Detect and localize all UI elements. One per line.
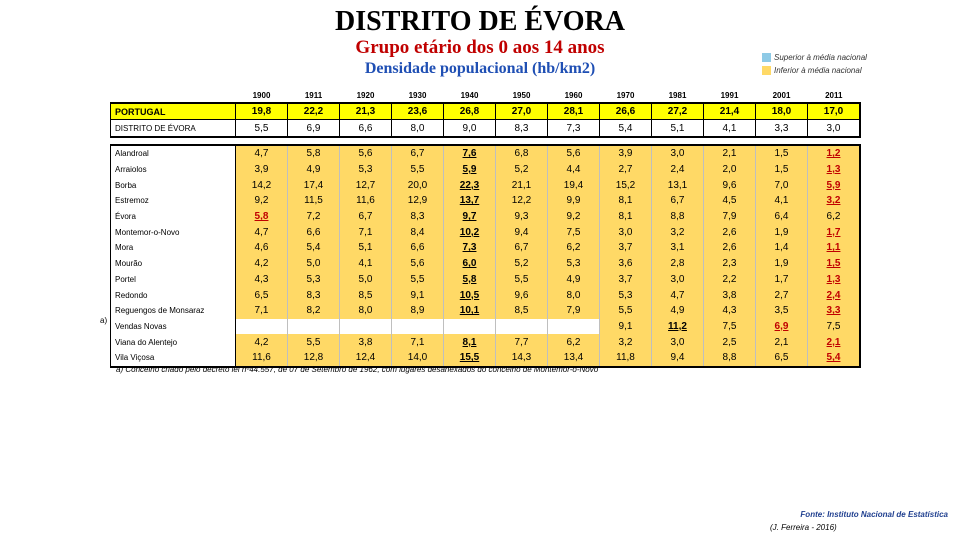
table-cell: 6,2 xyxy=(548,334,600,350)
table-cell: 2,2 xyxy=(704,272,756,288)
district-value: 5,5 xyxy=(236,120,288,138)
table-cell: 5,1 xyxy=(340,240,392,256)
table-cell: 12,4 xyxy=(340,350,392,367)
table-cell: 1,7 xyxy=(808,224,861,240)
table-cell: 5,3 xyxy=(548,256,600,272)
table-cell: 2,6 xyxy=(704,224,756,240)
table-cell: 3,7 xyxy=(600,272,652,288)
table-cell: 7,9 xyxy=(548,303,600,319)
table-cell: 14,2 xyxy=(236,177,288,193)
table-cell: 8,1 xyxy=(600,209,652,225)
table-cell: 12,9 xyxy=(392,193,444,209)
table-cell: 3,9 xyxy=(600,145,652,162)
table-cell: 5,4 xyxy=(288,240,340,256)
table-cell: 12,2 xyxy=(496,193,548,209)
table-cell: 5,0 xyxy=(340,272,392,288)
table-cell: 3,2 xyxy=(652,224,704,240)
portugal-value: 18,0 xyxy=(756,103,808,120)
table-cell: 11,6 xyxy=(236,350,288,367)
table-cell: 5,9 xyxy=(444,162,496,178)
municipality-label: Arraiolos xyxy=(111,162,236,178)
table-cell: 14,3 xyxy=(496,350,548,367)
table-cell: 9,1 xyxy=(600,319,652,335)
district-value: 5,4 xyxy=(600,120,652,138)
source-label: Fonte: Instituto Nacional de Estatística xyxy=(800,510,948,519)
table-row xyxy=(111,209,861,225)
year-header: 1981 xyxy=(668,90,687,100)
table-cell: 5,5 xyxy=(496,272,548,288)
table-cell: 13,4 xyxy=(548,350,600,367)
table-cell: 3,1 xyxy=(652,240,704,256)
table-cell: 2,1 xyxy=(704,145,756,162)
table-cell: 8,9 xyxy=(392,303,444,319)
table-row xyxy=(111,303,861,319)
table-row xyxy=(111,240,861,256)
table-cell: 5,5 xyxy=(288,334,340,350)
municipality-label: Montemor-o-Novo xyxy=(111,224,236,240)
legend-above-label: Superior à média nacional xyxy=(774,53,867,62)
table-cell: 5,2 xyxy=(496,256,548,272)
municipality-label: Évora xyxy=(111,209,236,225)
municipality-label: Borba xyxy=(111,177,236,193)
table-cell: 20,0 xyxy=(392,177,444,193)
gap-row xyxy=(111,137,861,145)
table-cell: 3,7 xyxy=(600,240,652,256)
table-cell: 4,9 xyxy=(548,272,600,288)
table-row xyxy=(111,224,861,240)
legend-swatch-above xyxy=(762,53,771,62)
legend-above xyxy=(762,53,867,62)
table-cell: 4,4 xyxy=(548,162,600,178)
table-cell: 3,8 xyxy=(340,334,392,350)
table-cell: 8,0 xyxy=(340,303,392,319)
table-cell: 5,9 xyxy=(808,177,861,193)
table-cell: 7,5 xyxy=(704,319,756,335)
table-cell: 5,5 xyxy=(392,272,444,288)
table-cell: 11,6 xyxy=(340,193,392,209)
table-cell: 7,2 xyxy=(288,209,340,225)
table-cell: 8,2 xyxy=(288,303,340,319)
portugal-value: 22,2 xyxy=(288,103,340,120)
table-cell: 4,7 xyxy=(236,145,288,162)
table-cell: 7,0 xyxy=(756,177,808,193)
portugal-value: 19,8 xyxy=(236,103,288,120)
table-cell xyxy=(288,319,340,335)
table-cell: 6,9 xyxy=(756,319,808,335)
legend-below-label: Inferior à média nacional xyxy=(774,66,862,75)
table-cell: 12,8 xyxy=(288,350,340,367)
table-cell: 5,8 xyxy=(288,145,340,162)
table-cell: 6,5 xyxy=(756,350,808,367)
table-cell: 3,5 xyxy=(756,303,808,319)
table-cell: 7,1 xyxy=(392,334,444,350)
table-cell: 5,5 xyxy=(392,162,444,178)
table-cell: 6,5 xyxy=(236,287,288,303)
table-cell: 2,8 xyxy=(652,256,704,272)
author-label: (J. Ferreira - 2016) xyxy=(770,523,837,532)
table-cell: 6,7 xyxy=(652,193,704,209)
table-cell: 7,5 xyxy=(548,224,600,240)
table-cell xyxy=(548,319,600,335)
district-value: 6,6 xyxy=(340,120,392,138)
table-cell: 17,4 xyxy=(288,177,340,193)
table-cell: 1,3 xyxy=(808,272,861,288)
table-row xyxy=(111,287,861,303)
table-cell: 1,7 xyxy=(756,272,808,288)
table-cell: 2,1 xyxy=(756,334,808,350)
table-cell: 9,3 xyxy=(496,209,548,225)
table-cell: 11,2 xyxy=(652,319,704,335)
municipality-label: Vila Viçosa xyxy=(111,350,236,367)
table-cell: 3,9 xyxy=(236,162,288,178)
table-cell: 1,2 xyxy=(808,145,861,162)
table-cell: 3,3 xyxy=(808,303,861,319)
table-cell: 8,1 xyxy=(600,193,652,209)
portugal-value: 21,4 xyxy=(704,103,756,120)
portugal-value: 21,3 xyxy=(340,103,392,120)
table-cell: 11,8 xyxy=(600,350,652,367)
table-cell: 6,4 xyxy=(756,209,808,225)
legend-below xyxy=(762,66,862,75)
table-cell: 8,0 xyxy=(548,287,600,303)
table-cell: 4,1 xyxy=(756,193,808,209)
table-cell: 5,0 xyxy=(288,256,340,272)
table-cell: 9,6 xyxy=(496,287,548,303)
table-cell xyxy=(496,319,548,335)
year-header: 2001 xyxy=(772,90,791,100)
table-cell: 9,9 xyxy=(548,193,600,209)
footnote-marker: a) xyxy=(100,316,108,325)
table-cell: 4,5 xyxy=(704,193,756,209)
table-cell: 8,3 xyxy=(392,209,444,225)
table-cell: 5,8 xyxy=(444,272,496,288)
municipality-label: Reguengos de Monsaraz xyxy=(111,303,236,319)
table-cell xyxy=(392,319,444,335)
municipality-label: Redondo xyxy=(111,287,236,303)
table-cell: 7,7 xyxy=(496,334,548,350)
table-cell: 3,0 xyxy=(652,272,704,288)
table-cell: 7,9 xyxy=(704,209,756,225)
portugal-value: 28,1 xyxy=(548,103,600,120)
table-cell xyxy=(444,319,496,335)
table-cell: 15,5 xyxy=(444,350,496,367)
district-value: 8,0 xyxy=(392,120,444,138)
table-cell: 3,0 xyxy=(652,145,704,162)
table-cell: 2,4 xyxy=(808,287,861,303)
municipality-label: Portel xyxy=(111,272,236,288)
table-cell: 8,4 xyxy=(392,224,444,240)
table-cell: 5,4 xyxy=(808,350,861,367)
table-cell: 6,6 xyxy=(392,240,444,256)
table-cell: 1,9 xyxy=(756,224,808,240)
page-subtitle: Grupo etário dos 0 aos 14 anos xyxy=(355,37,605,58)
table-cell: 2,5 xyxy=(704,334,756,350)
district-value: 3,3 xyxy=(756,120,808,138)
portugal-value: 27,0 xyxy=(496,103,548,120)
portugal-value: 26,6 xyxy=(600,103,652,120)
table-cell: 6,7 xyxy=(496,240,548,256)
table-cell: 2,3 xyxy=(704,256,756,272)
table-cell: 9,2 xyxy=(236,193,288,209)
table-cell xyxy=(340,319,392,335)
table-cell: 9,7 xyxy=(444,209,496,225)
year-header: 1930 xyxy=(408,90,427,100)
table-cell: 7,5 xyxy=(808,319,861,335)
table-cell: 8,5 xyxy=(340,287,392,303)
table-row xyxy=(111,334,861,350)
year-header: 1960 xyxy=(564,90,583,100)
table-cell: 5,2 xyxy=(496,162,548,178)
year-header: 1940 xyxy=(460,90,479,100)
year-header: 1900 xyxy=(252,90,271,100)
table-cell: 15,2 xyxy=(600,177,652,193)
table-cell: 22,3 xyxy=(444,177,496,193)
footnote: a) Concelho criado pelo decreto lei nº44.557, de 07 de Setembro de 1962, com lugares desanexados do concelho de Montemor-o-Novo xyxy=(116,365,599,374)
municipality-label: Mourão xyxy=(111,256,236,272)
table-cell: 9,4 xyxy=(652,350,704,367)
portugal-row xyxy=(111,103,861,120)
table-cell: 3,2 xyxy=(600,334,652,350)
table-cell: 4,7 xyxy=(236,224,288,240)
table-cell: 2,4 xyxy=(652,162,704,178)
table-cell: 11,5 xyxy=(288,193,340,209)
table-cell: 5,6 xyxy=(548,145,600,162)
table-cell: 7,1 xyxy=(236,303,288,319)
table-row xyxy=(111,272,861,288)
portugal-value: 17,0 xyxy=(808,103,861,120)
table-cell: 8,8 xyxy=(652,209,704,225)
year-header: 1970 xyxy=(616,90,635,100)
table-cell: 13,7 xyxy=(444,193,496,209)
table-cell: 8,8 xyxy=(704,350,756,367)
table-cell: 5,6 xyxy=(392,256,444,272)
district-value: 6,9 xyxy=(288,120,340,138)
table-cell: 1,5 xyxy=(808,256,861,272)
table-row xyxy=(111,319,861,335)
table-cell xyxy=(236,319,288,335)
table-cell: 1,5 xyxy=(756,162,808,178)
density-table xyxy=(110,88,861,368)
table-cell: 3,8 xyxy=(704,287,756,303)
table-cell: 6,2 xyxy=(548,240,600,256)
table-cell: 3,2 xyxy=(808,193,861,209)
district-value: 3,0 xyxy=(808,120,861,138)
municipality-label: Alandroal xyxy=(111,145,236,162)
table-cell: 4,7 xyxy=(652,287,704,303)
table-cell: 10,2 xyxy=(444,224,496,240)
table-cell: 7,3 xyxy=(444,240,496,256)
table-cell: 6,7 xyxy=(392,145,444,162)
header-corner xyxy=(111,88,236,103)
legend-swatch-below xyxy=(762,66,771,75)
year-header-row xyxy=(111,88,861,103)
table-cell: 8,5 xyxy=(496,303,548,319)
table-cell: 21,1 xyxy=(496,177,548,193)
table-cell: 5,3 xyxy=(288,272,340,288)
table-cell: 3,0 xyxy=(652,334,704,350)
table-cell: 2,7 xyxy=(600,162,652,178)
table-cell: 9,1 xyxy=(392,287,444,303)
table-cell: 5,8 xyxy=(236,209,288,225)
table-cell: 8,3 xyxy=(288,287,340,303)
table-row xyxy=(111,193,861,209)
table-cell: 4,3 xyxy=(236,272,288,288)
table-row xyxy=(111,177,861,193)
table-row xyxy=(111,162,861,178)
table-cell: 6,2 xyxy=(808,209,861,225)
table-cell: 6,8 xyxy=(496,145,548,162)
year-header: 1991 xyxy=(720,90,739,100)
portugal-value: 27,2 xyxy=(652,103,704,120)
table-cell: 5,3 xyxy=(600,287,652,303)
table-cell: 4,9 xyxy=(652,303,704,319)
table-row xyxy=(111,256,861,272)
table-cell: 2,1 xyxy=(808,334,861,350)
district-value: 7,3 xyxy=(548,120,600,138)
table-cell: 2,0 xyxy=(704,162,756,178)
year-header: 1920 xyxy=(356,90,375,100)
table-cell: 12,7 xyxy=(340,177,392,193)
table-cell: 5,5 xyxy=(600,303,652,319)
table-cell: 7,1 xyxy=(340,224,392,240)
table-cell: 10,5 xyxy=(444,287,496,303)
table-cell: 9,6 xyxy=(704,177,756,193)
table-cell: 1,5 xyxy=(756,145,808,162)
page-title: DISTRITO DE ÉVORA xyxy=(335,6,625,37)
district-value: 5,1 xyxy=(652,120,704,138)
table-cell: 19,4 xyxy=(548,177,600,193)
table-cell: 8,1 xyxy=(444,334,496,350)
table-cell: 4,2 xyxy=(236,256,288,272)
table-cell: 13,1 xyxy=(652,177,704,193)
municipality-label: Mora xyxy=(111,240,236,256)
table-cell: 6,6 xyxy=(288,224,340,240)
table-cell: 4,9 xyxy=(288,162,340,178)
table-cell: 14,0 xyxy=(392,350,444,367)
table-cell: 4,1 xyxy=(340,256,392,272)
municipality-label: Viana do Alentejo xyxy=(111,334,236,350)
table-cell: 9,2 xyxy=(548,209,600,225)
portugal-label: PORTUGAL xyxy=(111,103,236,120)
portugal-value: 26,8 xyxy=(444,103,496,120)
year-header: 2011 xyxy=(825,90,843,100)
portugal-value: 23,6 xyxy=(392,103,444,120)
year-header: 1950 xyxy=(512,90,531,100)
table-cell: 1,1 xyxy=(808,240,861,256)
table-cell: 6,7 xyxy=(340,209,392,225)
table-cell: 2,7 xyxy=(756,287,808,303)
table-cell: 1,9 xyxy=(756,256,808,272)
district-row xyxy=(111,120,861,138)
table-cell: 5,6 xyxy=(340,145,392,162)
table-cell: 9,4 xyxy=(496,224,548,240)
municipality-label: Vendas Novas xyxy=(111,319,236,335)
district-value: 8,3 xyxy=(496,120,548,138)
table-cell: 3,0 xyxy=(600,224,652,240)
table-cell: 4,6 xyxy=(236,240,288,256)
table-cell: 7,6 xyxy=(444,145,496,162)
table-cell: 1,4 xyxy=(756,240,808,256)
district-label: DISTRITO DE ÉVORA xyxy=(111,120,236,138)
district-value: 9,0 xyxy=(444,120,496,138)
table-cell: 6,0 xyxy=(444,256,496,272)
table-row xyxy=(111,145,861,162)
table-cell: 1,3 xyxy=(808,162,861,178)
year-header: 1911 xyxy=(304,90,323,100)
district-value: 4,1 xyxy=(704,120,756,138)
table-cell: 10,1 xyxy=(444,303,496,319)
table-cell: 5,3 xyxy=(340,162,392,178)
gap-cell xyxy=(111,137,861,145)
table-cell: 3,6 xyxy=(600,256,652,272)
table-cell: 4,3 xyxy=(704,303,756,319)
table-cell: 4,2 xyxy=(236,334,288,350)
table-cell: 2,6 xyxy=(704,240,756,256)
metric-label: Densidade populacional (hb/km2) xyxy=(364,60,596,77)
municipality-label: Estremoz xyxy=(111,193,236,209)
